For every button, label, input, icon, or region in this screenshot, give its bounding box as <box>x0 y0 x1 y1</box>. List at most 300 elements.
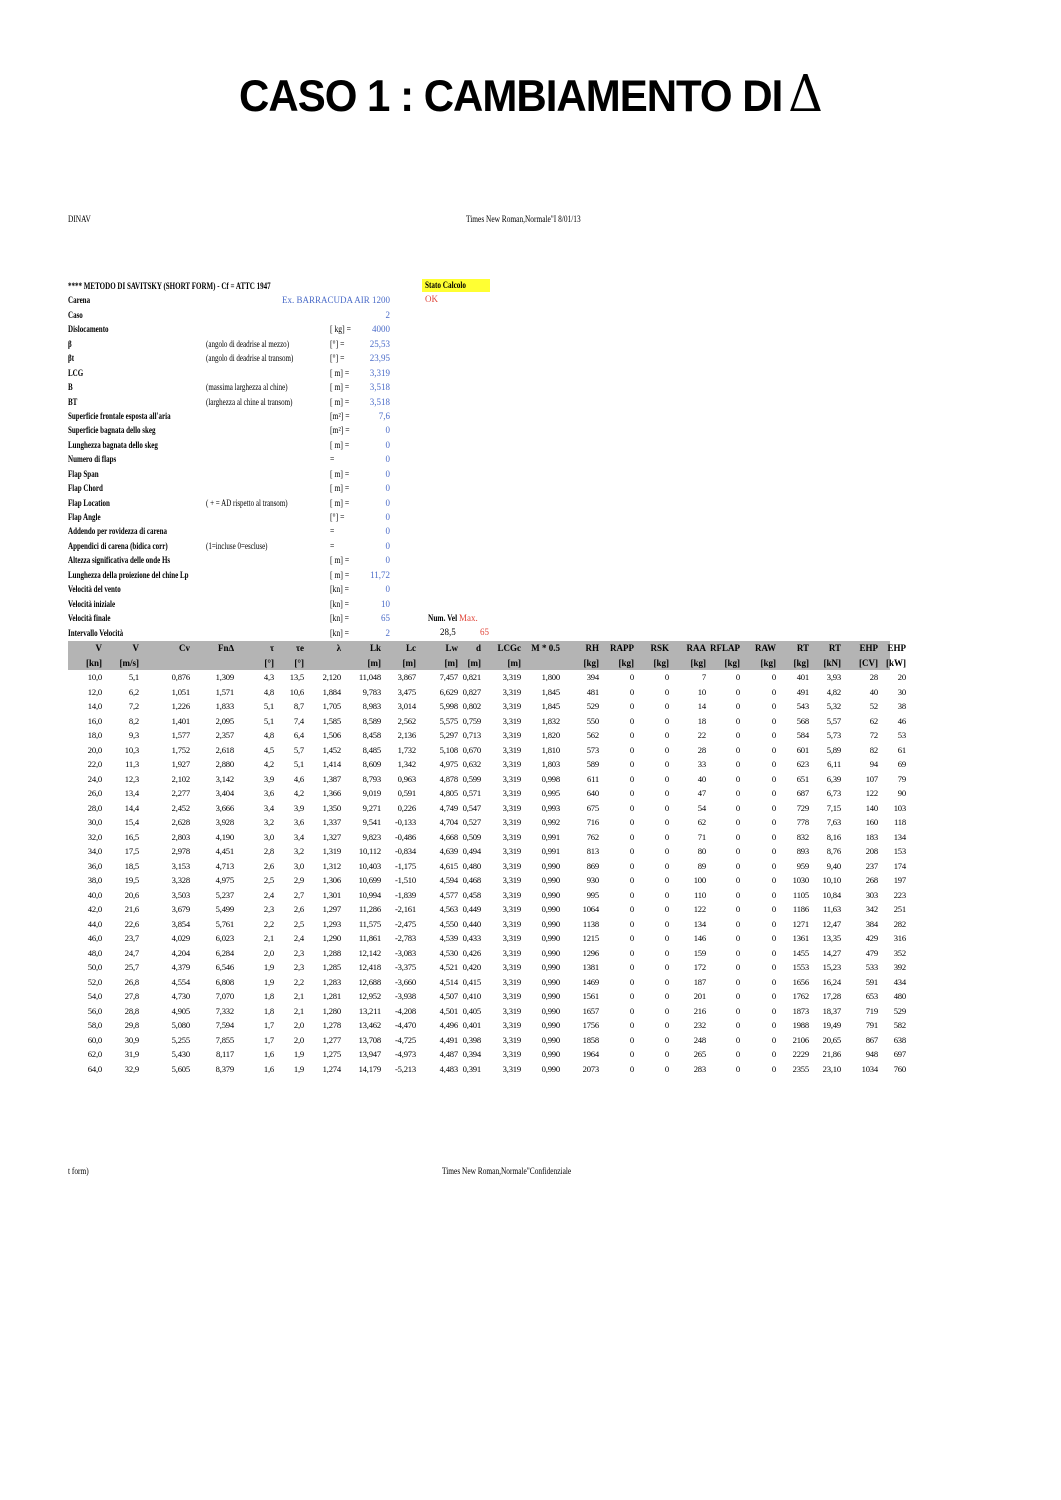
param-row <box>68 569 498 583</box>
param-value: 0 <box>385 439 390 450</box>
table-cell: 4,204 <box>171 947 190 958</box>
table-cell: 4,514 <box>439 976 458 987</box>
table-cell: 0 <box>735 846 740 856</box>
table-cell: 3,319 <box>502 701 521 711</box>
table-cell: 72 <box>869 730 878 740</box>
table-cell: 0 <box>771 1020 776 1030</box>
column-unit: [m/s] <box>119 658 139 668</box>
table-cell: 0 <box>629 773 634 784</box>
table-cell: 1,306 <box>322 875 341 885</box>
table-cell: 1138 <box>582 918 599 929</box>
table-cell: 265 <box>693 1049 706 1059</box>
param-row <box>68 482 498 496</box>
param-label: Lunghezza della proiezione del chine Lp <box>68 569 189 580</box>
table-cell: 687 <box>796 788 809 798</box>
table-cell: 9,019 <box>362 788 381 798</box>
status-label-cell <box>422 279 490 292</box>
table-cell: 82 <box>869 744 878 755</box>
column-header: Lk <box>369 643 381 653</box>
table-row <box>68 874 906 889</box>
table-cell: 0 <box>629 817 634 827</box>
table-cell: 4,3 <box>263 672 274 682</box>
table-cell: 4,82 <box>826 686 841 697</box>
param-label: Velocità del vento <box>68 584 121 595</box>
table-cell: 3,93 <box>826 672 841 682</box>
table-cell: 4,451 <box>215 846 234 856</box>
column-unit: [°] <box>264 658 274 668</box>
table-cell: 0 <box>629 744 634 755</box>
table-cell: 5,7 <box>293 744 304 755</box>
column-header: RFLAP <box>710 643 740 653</box>
table-cell: 995 <box>586 889 599 900</box>
table-cell: 0,827 <box>462 686 481 697</box>
table-cell: 18,37 <box>822 1005 841 1016</box>
table-cell: 0 <box>735 715 740 726</box>
table-cell: 0 <box>629 686 634 697</box>
table-cell: 0 <box>629 918 634 929</box>
param-unit: [m²] = <box>330 425 350 436</box>
table-cell: 3,4 <box>263 802 274 813</box>
table-cell: 0,990 <box>541 1063 560 1074</box>
param-value: 0 <box>385 468 390 479</box>
table-cell: 13,947 <box>358 1049 381 1059</box>
table-cell: 2,3 <box>293 947 304 958</box>
table-cell: 1,833 <box>215 701 234 711</box>
table-row <box>68 773 906 788</box>
column-header: Cv <box>179 643 190 653</box>
table-cell: 2,136 <box>397 730 416 740</box>
table-cell: 0 <box>664 918 669 929</box>
table-cell: 0,990 <box>541 904 560 914</box>
table-cell: 3,2 <box>263 817 274 827</box>
table-cell: 28 <box>869 672 878 682</box>
column-header: Lc <box>406 643 416 653</box>
param-unit: [ m] = <box>330 555 350 566</box>
table-cell: -4,208 <box>395 1005 416 1016</box>
table-cell: 1,803 <box>541 759 560 769</box>
table-cell: 4,563 <box>439 904 458 914</box>
table-cell: 6,11 <box>827 759 841 769</box>
table-cell: 3,666 <box>215 802 234 813</box>
param-row <box>68 511 498 525</box>
table-cell: -1,175 <box>395 860 416 871</box>
table-cell: 1,293 <box>322 918 341 929</box>
table-cell: 12,952 <box>358 991 381 1001</box>
table-cell: 4,491 <box>439 1034 458 1045</box>
table-cell: 1,9 <box>263 976 274 987</box>
table-cell: 5,1 <box>263 715 274 726</box>
status-label: Stato Calcolo <box>425 280 466 290</box>
table-cell: 0,420 <box>462 962 481 972</box>
table-cell: 2355 <box>792 1063 809 1074</box>
table-cell: 3,319 <box>502 744 521 755</box>
table-cell: 3,319 <box>502 730 521 740</box>
table-cell: 1,337 <box>322 817 341 827</box>
table-cell: 12,0 <box>87 686 102 697</box>
table-cell: 10,403 <box>358 860 381 871</box>
table-cell: 0,998 <box>541 773 560 784</box>
table-cell: 20,65 <box>822 1034 841 1045</box>
table-cell: 24,0 <box>87 773 102 784</box>
table-cell: 0 <box>629 730 634 740</box>
table-cell: 1,401 <box>171 715 190 726</box>
table-cell: 959 <box>796 860 809 871</box>
table-row <box>68 1048 906 1063</box>
table-cell: 7,4 <box>293 715 304 726</box>
table-cell: 0 <box>771 875 776 885</box>
table-cell: 0 <box>735 831 740 842</box>
table-cell: 3,319 <box>502 672 521 682</box>
table-cell: 24,7 <box>124 947 139 958</box>
table-cell: 0,990 <box>541 1020 560 1030</box>
column-unit: [kg] <box>760 658 776 668</box>
table-cell: 582 <box>893 1020 906 1030</box>
table-cell: 52 <box>869 701 878 711</box>
param-value: 0 <box>385 425 390 436</box>
table-cell: -1,510 <box>395 875 416 885</box>
param-desc: (1=incluse 0=escluse) <box>206 540 268 551</box>
table-cell: 2,628 <box>171 817 190 827</box>
table-cell: 1,327 <box>322 831 341 842</box>
table-cell: 1,820 <box>541 730 560 740</box>
table-cell: 4,730 <box>171 991 190 1001</box>
table-cell: 0 <box>771 918 776 929</box>
table-cell: 8,76 <box>826 846 841 856</box>
param-value: 0 <box>385 584 390 595</box>
table-cell: 0 <box>664 686 669 697</box>
table-cell: 0 <box>629 991 634 1001</box>
table-cell: 0,992 <box>541 817 560 827</box>
table-cell: 0 <box>735 889 740 900</box>
table-cell: 6,629 <box>439 686 458 697</box>
table-cell: 16,24 <box>822 976 841 987</box>
table-cell: 4,713 <box>215 860 234 871</box>
table-cell: 2,0 <box>293 1034 304 1045</box>
table-cell: 23,7 <box>124 933 139 943</box>
table-cell: 208 <box>865 846 878 856</box>
page-title <box>0 65 1061 124</box>
param-row <box>68 352 498 366</box>
table-cell: 893 <box>796 846 809 856</box>
table-cell: 13,5 <box>289 672 304 682</box>
column-unit: [CV] <box>859 658 878 668</box>
table-cell: 71 <box>697 831 706 842</box>
table-cell: 1657 <box>582 1005 599 1016</box>
table-cell: 601 <box>796 744 809 755</box>
table-cell: 12,3 <box>124 773 139 784</box>
table-cell: 8,7 <box>293 701 304 711</box>
table-cell: 0,449 <box>462 904 481 914</box>
table-cell: 28 <box>697 744 706 755</box>
table-cell: 4,530 <box>439 947 458 958</box>
table-cell: 562 <box>586 730 599 740</box>
table-cell: 16,0 <box>87 715 102 726</box>
table-cell: -2,475 <box>395 918 416 929</box>
header-left: DINAV <box>68 214 91 224</box>
table-cell: 1,9 <box>263 962 274 972</box>
table-cell: 0 <box>629 788 634 798</box>
table-cell: 36,0 <box>87 860 102 871</box>
table-cell: 1,571 <box>215 686 234 697</box>
column-header: RAA <box>686 643 706 653</box>
table-cell: 17,28 <box>822 991 841 1001</box>
table-cell: 0,591 <box>397 788 416 798</box>
table-cell: 58,0 <box>87 1020 102 1030</box>
param-row <box>68 338 498 352</box>
table-cell: 0 <box>629 1005 634 1016</box>
table-cell: 3,319 <box>502 817 521 827</box>
table-cell: 223 <box>893 889 906 900</box>
param-label: LCG <box>68 367 84 378</box>
table-cell: 12,418 <box>358 962 381 972</box>
column-header: V <box>132 643 139 653</box>
table-cell: 62,0 <box>87 1049 102 1059</box>
table-cell: 1762 <box>792 991 809 1001</box>
table-cell: 5,73 <box>826 730 841 740</box>
table-cell: 0 <box>629 860 634 871</box>
column-header: EHP <box>859 643 878 653</box>
table-row <box>68 686 906 701</box>
table-cell: 3,4 <box>293 831 304 842</box>
table-cell: 1,274 <box>322 1063 341 1074</box>
param-value: 25,53 <box>369 338 390 349</box>
table-cell: 0,876 <box>171 672 190 682</box>
table-cell: 1,350 <box>322 802 341 813</box>
table-cell: 2,0 <box>263 947 274 958</box>
table-cell: 4,749 <box>439 802 458 813</box>
param-desc: (massima larghezza al chine) <box>206 382 288 393</box>
table-cell: 53 <box>897 730 906 740</box>
table-cell: 3,319 <box>502 1005 521 1016</box>
table-cell: 251 <box>893 904 906 914</box>
table-cell: 640 <box>586 788 599 798</box>
table-cell: 3,0 <box>293 860 304 871</box>
param-unit: [kn] = <box>330 627 349 638</box>
table-cell: 1469 <box>582 976 599 987</box>
table-cell: 4,594 <box>439 875 458 885</box>
table-cell: 3,867 <box>397 672 416 682</box>
table-cell: 14,0 <box>87 701 102 711</box>
table-cell: 9,541 <box>362 817 381 827</box>
table-cell: 1,800 <box>541 672 560 682</box>
param-row <box>68 323 498 337</box>
table-cell: 2,9 <box>293 875 304 885</box>
table-cell: 183 <box>865 831 878 842</box>
column-header: EHP <box>887 643 906 653</box>
param-label: Addendo per rovidezza di carena <box>68 526 168 537</box>
table-cell: 1,278 <box>322 1020 341 1030</box>
table-cell: 0,993 <box>541 802 560 813</box>
table-cell: 930 <box>586 875 599 885</box>
table-cell: 4,521 <box>439 962 458 972</box>
table-cell: 0 <box>771 947 776 958</box>
param-row <box>68 468 498 482</box>
table-cell: 0 <box>771 817 776 827</box>
table-cell: 4,639 <box>439 846 458 856</box>
table-cell: 0 <box>664 831 669 842</box>
table-cell: 716 <box>586 817 599 827</box>
table-cell: 0 <box>629 846 634 856</box>
parameter-list <box>68 280 498 641</box>
param-unit: [ m] = <box>330 396 350 407</box>
table-cell: 1964 <box>582 1049 599 1059</box>
table-cell: 651 <box>796 773 809 784</box>
table-cell: 2,1 <box>293 991 304 1001</box>
table-cell: 1,275 <box>322 1049 341 1059</box>
column-header: RT <box>828 643 841 653</box>
table-cell: 2229 <box>792 1049 809 1059</box>
table-cell: 3,319 <box>502 1034 521 1045</box>
table-cell: 568 <box>796 715 809 726</box>
table-cell: 3,319 <box>502 802 521 813</box>
table-cell: 0 <box>664 991 669 1001</box>
param-unit: [ m] = <box>330 468 350 479</box>
table-cell: 0 <box>771 846 776 856</box>
table-cell: 4,550 <box>439 918 458 929</box>
table-cell: 0,990 <box>541 1049 560 1059</box>
table-cell: 2,803 <box>171 831 190 842</box>
param-label: Altezza significativa delle onde Hs <box>68 555 171 566</box>
table-row <box>68 816 906 831</box>
table-cell: 1,9 <box>293 1049 304 1059</box>
param-value: 0 <box>385 454 390 465</box>
table-cell: 159 <box>693 947 706 958</box>
table-cell: 0 <box>664 817 669 827</box>
table-cell: 134 <box>693 918 706 929</box>
table-cell: 3,319 <box>502 1049 521 1059</box>
table-cell: 17,5 <box>124 846 139 856</box>
table-cell: 1988 <box>792 1020 809 1030</box>
table-cell: -4,470 <box>395 1020 416 1030</box>
table-cell: 0 <box>629 933 634 943</box>
table-cell: 3,319 <box>502 1020 521 1030</box>
table-cell: 584 <box>796 730 809 740</box>
table-cell: 342 <box>865 904 878 914</box>
table-cell: 16,5 <box>124 831 139 842</box>
table-cell: 232 <box>693 1020 706 1030</box>
table-cell: 0,410 <box>462 991 481 1001</box>
table-cell: 0 <box>771 773 776 784</box>
table-cell: 0 <box>629 715 634 726</box>
table-cell: 0,599 <box>462 773 481 784</box>
table-cell: 638 <box>893 1034 906 1045</box>
table-cell: 2,095 <box>215 715 234 726</box>
param-row <box>68 525 498 539</box>
table-cell: 0 <box>771 860 776 871</box>
table-cell: 0,990 <box>541 860 560 871</box>
table-cell: 729 <box>796 802 809 813</box>
table-cell: -2,161 <box>395 904 416 914</box>
table-cell: 3,0 <box>263 831 274 842</box>
param-row <box>68 554 498 568</box>
param-label: Velocità iniziale <box>68 598 116 609</box>
table-cell: 0 <box>664 875 669 885</box>
table-cell: 867 <box>865 1034 878 1045</box>
param-row <box>68 396 498 410</box>
table-cell: 4,496 <box>439 1020 458 1030</box>
table-cell: 1,312 <box>322 860 341 871</box>
table-cell: 4,805 <box>439 788 458 798</box>
table-cell: 5,255 <box>171 1034 190 1045</box>
table-cell: 0,426 <box>462 947 481 958</box>
table-cell: 5,575 <box>439 715 458 726</box>
table-cell: 384 <box>865 918 878 929</box>
table-cell: 20,0 <box>87 744 102 755</box>
table-cell: 146 <box>693 933 706 943</box>
table-cell: 94 <box>869 759 878 769</box>
table-row <box>68 976 906 991</box>
table-cell: 118 <box>894 817 906 827</box>
table-cell: 2,3 <box>263 904 274 914</box>
table-cell: 0,802 <box>462 701 481 711</box>
table-row <box>68 918 906 933</box>
table-cell: 0 <box>664 701 669 711</box>
table-cell: 0,990 <box>541 947 560 958</box>
table-cell: 948 <box>865 1049 878 1059</box>
table-cell: 2,0 <box>293 1020 304 1030</box>
table-cell: 0 <box>664 860 669 871</box>
table-cell: 0 <box>629 672 634 682</box>
table-cell: 3,319 <box>502 904 521 914</box>
table-cell: 3,319 <box>502 875 521 885</box>
table-cell: 0,509 <box>462 831 481 842</box>
table-cell: 3,319 <box>502 918 521 929</box>
table-cell: 0 <box>771 730 776 740</box>
param-value: 0 <box>385 483 390 494</box>
table-cell: 4,2 <box>263 759 274 769</box>
table-row <box>68 831 906 846</box>
table-cell: 0 <box>735 947 740 958</box>
table-cell: 2,357 <box>215 730 234 740</box>
table-cell: 0,571 <box>462 788 481 798</box>
table-cell: 4,975 <box>439 759 458 769</box>
table-cell: 5,761 <box>215 918 234 929</box>
table-cell: 1,297 <box>322 904 341 914</box>
column-header: RSK <box>650 643 669 653</box>
column-unit: [m] <box>367 658 381 668</box>
table-cell: 0,494 <box>462 846 481 856</box>
table-cell: -3,083 <box>395 947 416 958</box>
table-cell: 533 <box>865 962 878 972</box>
table-cell: 10 <box>697 686 706 697</box>
table-cell: 3,319 <box>502 686 521 697</box>
column-unit: [kg] <box>724 658 740 668</box>
table-cell: 197 <box>893 875 906 885</box>
table-cell: 44,0 <box>87 918 102 929</box>
table-row <box>68 758 906 773</box>
table-cell: 0,990 <box>541 918 560 929</box>
table-cell: 0 <box>664 846 669 856</box>
table-cell: 1,285 <box>322 962 341 972</box>
table-cell: 0 <box>629 1049 634 1059</box>
table-cell: 7,070 <box>215 991 234 1001</box>
param-row <box>68 309 498 323</box>
table-cell: 481 <box>586 686 599 697</box>
table-cell: 0 <box>735 1020 740 1030</box>
param-value: 65 <box>381 613 390 624</box>
table-row <box>68 860 906 875</box>
table-cell: 3,319 <box>502 759 521 769</box>
table-cell: 0,990 <box>541 889 560 900</box>
table-cell: 5,605 <box>171 1063 190 1074</box>
table-cell: 0 <box>735 773 740 784</box>
table-cell: 3,9 <box>263 773 274 784</box>
table-cell: 0,405 <box>462 1005 481 1016</box>
table-cell: 0,995 <box>541 788 560 798</box>
table-cell: 3,503 <box>171 889 190 900</box>
table-cell: 2,120 <box>322 672 341 682</box>
table-cell: 0 <box>629 701 634 711</box>
